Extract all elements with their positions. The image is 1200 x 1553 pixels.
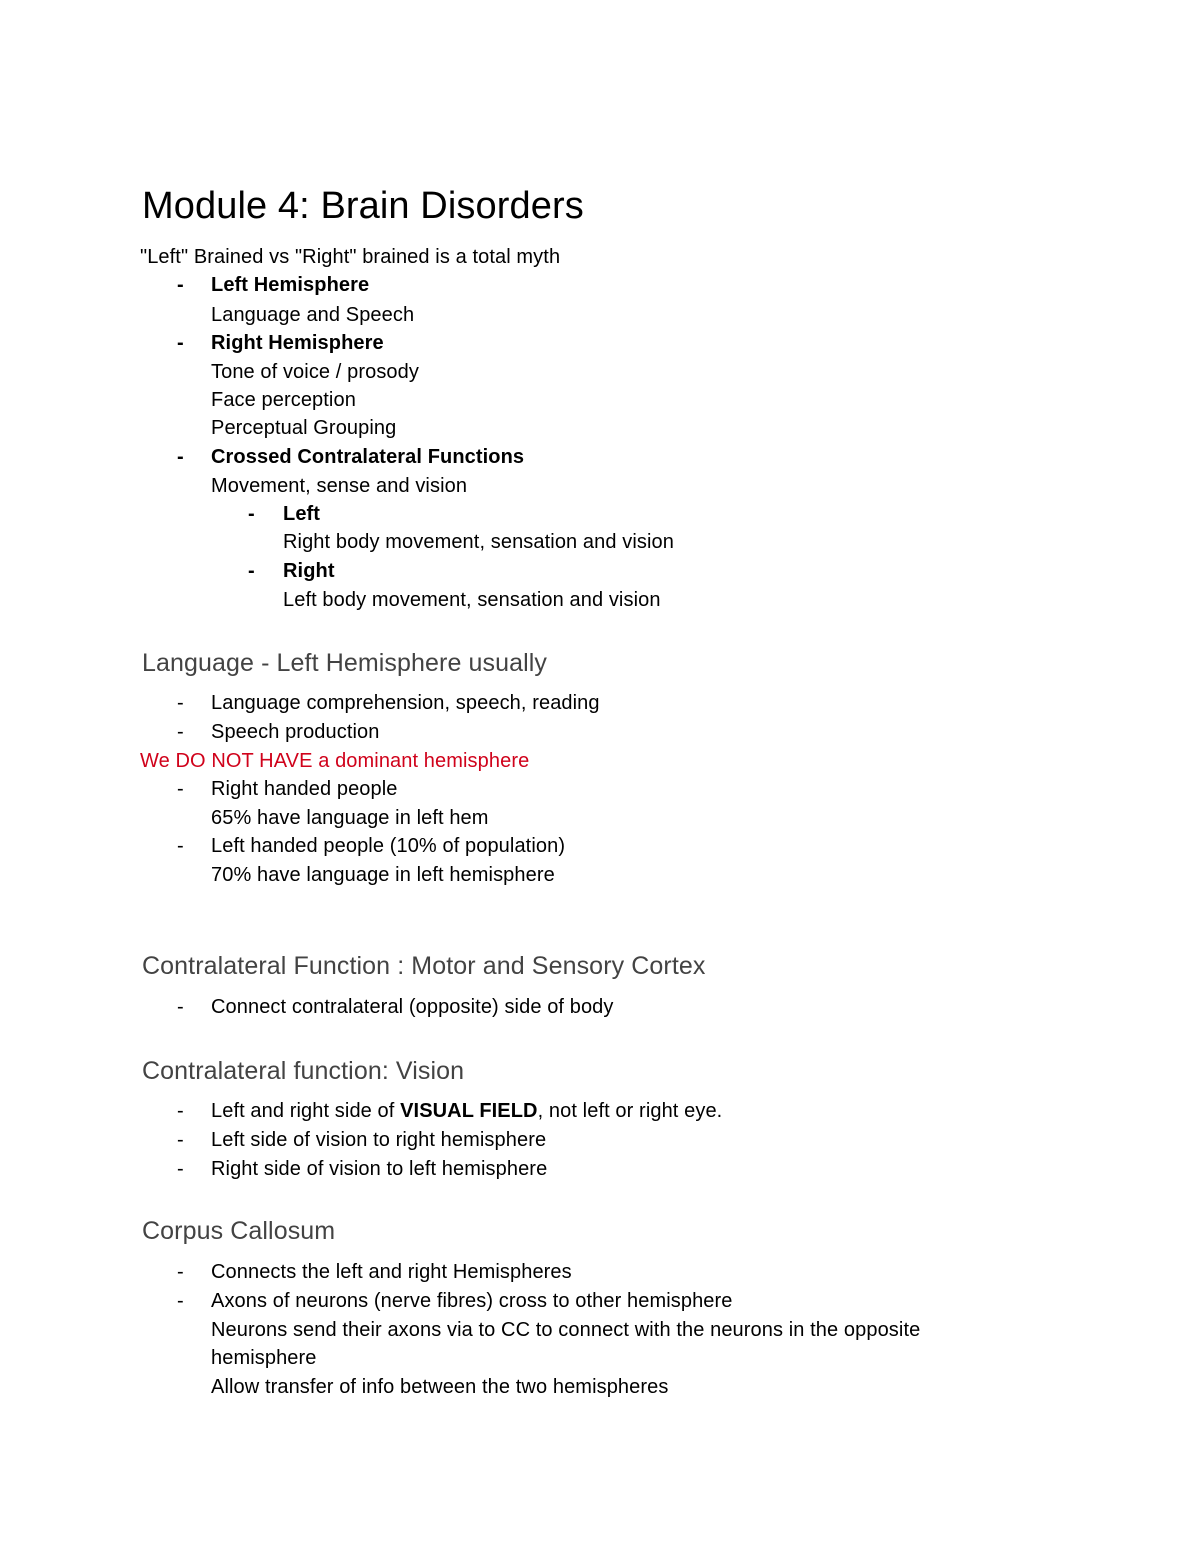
corpus-continuation: hemisphere bbox=[211, 1347, 317, 1369]
vision-item-pre: Left and right side of bbox=[211, 1100, 401, 1122]
right-handed-item: Right handed people bbox=[211, 778, 398, 800]
left-handed-item: Left handed people (10% of population) bbox=[211, 835, 566, 857]
bullet: - bbox=[177, 1100, 184, 1122]
visual-field-emphasis: VISUAL FIELD bbox=[400, 1100, 538, 1122]
bullet: - bbox=[177, 692, 184, 714]
language-item: Language comprehension, speech, reading bbox=[211, 692, 600, 714]
sub-left-text: Right body movement, sensation and vision bbox=[283, 531, 674, 553]
bullet: - bbox=[177, 332, 184, 354]
intro-text: "Left" Brained vs "Right" brained is a total myth bbox=[140, 246, 561, 268]
bullet: - bbox=[177, 778, 184, 800]
vision-item bbox=[211, 1099, 722, 1123]
right-hemisphere-label: Right Hemisphere bbox=[211, 332, 384, 354]
bullet: - bbox=[248, 503, 255, 525]
dominant-hemisphere-note: We DO NOT HAVE a dominant hemisphere bbox=[140, 750, 530, 772]
right-handed-stat: 65% have language in left hem bbox=[211, 807, 489, 829]
vision-heading: Contralateral function: Vision bbox=[142, 1057, 465, 1085]
bullet: - bbox=[177, 996, 184, 1018]
sub-right-text: Left body movement, sensation and vision bbox=[283, 589, 661, 611]
language-item: Speech production bbox=[211, 721, 380, 743]
corpus-heading: Corpus Callosum bbox=[142, 1217, 336, 1245]
bullet: - bbox=[177, 721, 184, 743]
left-hemisphere-label: Left Hemisphere bbox=[211, 274, 370, 296]
right-hemisphere-line: Perceptual Grouping bbox=[211, 417, 397, 439]
left-handed-stat: 70% have language in left hemisphere bbox=[211, 864, 555, 886]
corpus-continuation: Allow transfer of info between the two hemispheres bbox=[211, 1376, 669, 1398]
language-heading: Language - Left Hemisphere usually bbox=[142, 649, 548, 677]
corpus-continuation: Neurons send their axons via to CC to connect with the neurons in the opposite bbox=[211, 1319, 921, 1341]
sub-left-label: Left bbox=[283, 503, 321, 525]
sub-right-label: Right bbox=[283, 560, 335, 582]
bullet: - bbox=[177, 274, 184, 296]
page-title: Module 4: Brain Disorders bbox=[142, 185, 584, 227]
bullet: - bbox=[177, 1158, 184, 1180]
bullet: - bbox=[177, 1290, 184, 1312]
bullet: - bbox=[177, 446, 184, 468]
corpus-item: Axons of neurons (nerve fibres) cross to other hemisphere bbox=[211, 1290, 733, 1312]
crossed-functions-label: Crossed Contralateral Functions bbox=[211, 446, 525, 468]
corpus-item: Connects the left and right Hemispheres bbox=[211, 1261, 572, 1283]
vision-item: Left side of vision to right hemisphere bbox=[211, 1129, 547, 1151]
bullet: - bbox=[248, 560, 255, 582]
motor-item: Connect contralateral (opposite) side of body bbox=[211, 996, 614, 1018]
bullet: - bbox=[177, 1261, 184, 1283]
motor-heading: Contralateral Function : Motor and Sensory Cortex bbox=[142, 952, 706, 980]
bullet: - bbox=[177, 1129, 184, 1151]
bullet: - bbox=[177, 835, 184, 857]
right-hemisphere-line: Tone of voice / prosody bbox=[211, 361, 419, 383]
left-hemisphere-text: Language and Speech bbox=[211, 304, 415, 326]
right-hemisphere-line: Face perception bbox=[211, 389, 356, 411]
crossed-functions-text: Movement, sense and vision bbox=[211, 475, 468, 497]
vision-item: Right side of vision to left hemisphere bbox=[211, 1158, 548, 1180]
vision-item-post: , not left or right eye. bbox=[537, 1100, 723, 1122]
